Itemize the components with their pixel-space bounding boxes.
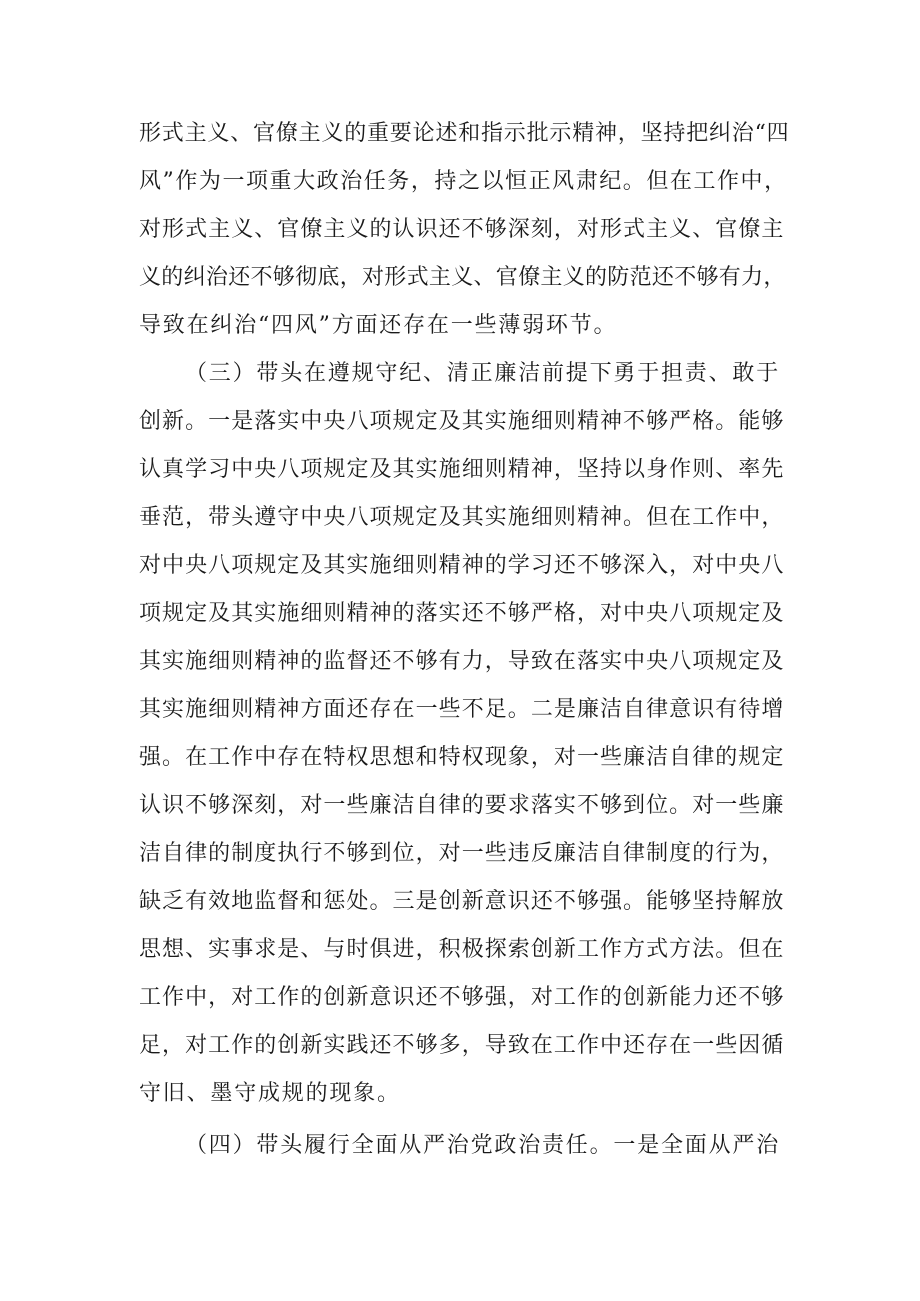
paragraph-heading-3: （三）带头在遵规守纪、清正廉洁前提下勇于担责、敢于	[185, 361, 781, 386]
text-line: 创新。一是落实中央八项规定及其实施细则精神不够严格。能够	[139, 409, 785, 434]
text-line: 工作中，对工作的创新意识还不够强，对工作的创新能力还不够	[139, 985, 785, 1010]
text-line: 对中央八项规定及其实施细则精神的学习还不够深入，对中央八	[139, 553, 785, 578]
text-line: 义的纠治还不够彻底，对形式主义、官僚主义的防范还不够有力，	[139, 265, 786, 290]
text-line: 项规定及其实施细则精神的落实还不够严格，对中央八项规定及	[139, 601, 785, 626]
text-line: 形式主义、官僚主义的重要论述和指示批示精神，坚持把纠治“四	[139, 121, 790, 146]
text-line: 洁自律的制度执行不够到位，对一些违反廉洁自律制度的行为，	[139, 841, 785, 866]
text-line: 垂范，带头遵守中央八项规定及其实施细则精神。但在工作中，	[139, 505, 785, 530]
text-line: 其实施细则精神的监督还不够有力，导致在落实中央八项规定及	[139, 649, 785, 674]
text-line: 风”作为一项重大政治任务，持之以恒正风肃纪。但在工作中，	[139, 169, 788, 194]
text-line: 足，对工作的创新实践还不够多，导致在工作中还存在一些因循	[139, 1033, 785, 1058]
text-line: 守旧、墨守成规的现象。	[139, 1081, 401, 1106]
text-line: 导致在纠治“四风”方面还存在一些薄弱环节。	[139, 313, 618, 338]
text-line: 缺乏有效地监督和惩处。三是创新意识还不够强。能够坚持解放	[139, 889, 785, 914]
text-line: 认识不够深刻，对一些廉洁自律的要求落实不够到位。对一些廉	[139, 793, 785, 818]
text-line: 其实施细则精神方面还存在一些不足。二是廉洁自律意识有待增	[139, 697, 785, 722]
text-line: 认真学习中央八项规定及其实施细则精神，坚持以身作则、率先	[139, 457, 785, 482]
text-line: 强。在工作中存在特权思想和特权现象，对一些廉洁自律的规定	[139, 745, 785, 770]
text-line: 思想、实事求是、与时俱进，积极探索创新工作方式方法。但在	[139, 937, 785, 962]
paragraph-heading-4: （四）带头履行全面从严治党政治责任。一是全面从严治	[185, 1133, 781, 1158]
text-line: 对形式主义、官僚主义的认识还不够深刻，对形式主义、官僚主	[139, 217, 785, 242]
